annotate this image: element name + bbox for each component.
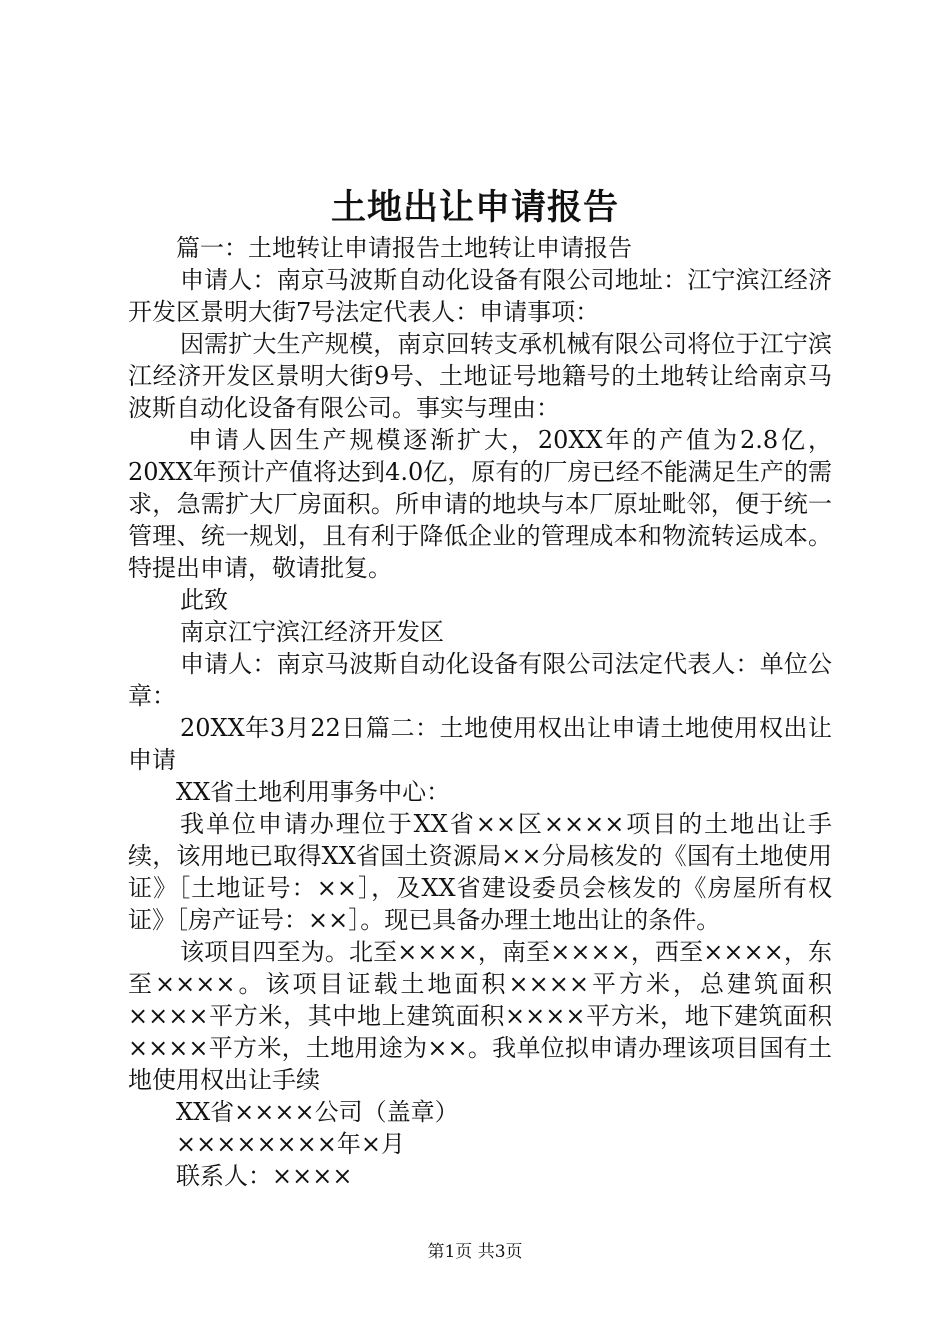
document-title: 土地出让申请报告 [330,187,619,228]
paragraph-addressee: XX省土地利用事务中心： [176,778,451,806]
paragraph-company-seal: XX省××××公司（盖章） [176,1098,459,1126]
paragraph-recipient: 南京江宁滨江经济开发区 [180,618,444,646]
paragraph-project-boundaries: 该项目四至为。北至××××，南至××××，西至××××，东至××××。该项目证载土地面积××××平方米，总建筑面积××××平方米，其中地上建筑面积××××平方米，地下建筑面积××××平方米，土地用途为××。我单位拟申请办理该项目国有土地使用权出让手续 [128,938,832,1094]
paragraph-applicant-info: 申请人：南京马波斯自动化设备有限公司地址：江宁滨江经济开发区景明大街7号法定代表人：申请事项： [128,266,832,326]
paragraph-facts-and-reasons: 申请人因生产规模逐渐扩大，20XX年的产值为2.8亿，20XX年预计产值将达到4.0亿，原有的厂房已经不能满足生产的需求，急需扩大厂房面积。所申请的地块与本厂原址毗邻，便于统一管理、统一规划，且有利于降低企业的管理成本和物流转运成本。特提出申请，敬请批复。 [128,426,832,582]
paragraph-contact-person: 联系人：×××× [176,1162,353,1190]
paragraph-signature-block: 申请人：南京马波斯自动化设备有限公司法定代表人：单位公章： [128,650,832,710]
page-number-footer: 第1页 共3页 [427,1242,523,1262]
paragraph-date-section-two-heading: 20XX年3月22日篇二：土地使用权出让申请土地使用权出让申请 [128,714,832,774]
paragraph-application-matter: 因需扩大生产规模，南京回转支承机械有限公司将位于江宁滨江经济开发区景明大街9号、土地证号地籍号的土地转让给南京马波斯自动化设备有限公司。事实与理由： [128,330,832,422]
document-body [128,232,832,1192]
paragraph-application-body: 我单位申请办理位于XX省××区××××项目的土地出让手续，该用地已取得XX省国土资源局××分局核发的《国有土地使用证》［土地证号：××］，及XX省建设委员会核发的《房屋所有权证》［房产证号：××］。现已具备办理土地出让的条件。 [128,810,832,934]
paragraph-salutation: 此致 [180,586,228,614]
paragraph-date-line: ××××××××年×月 [176,1130,405,1158]
paragraph-section-one-heading: 篇一：土地转让申请报告土地转让申请报告 [176,234,632,262]
